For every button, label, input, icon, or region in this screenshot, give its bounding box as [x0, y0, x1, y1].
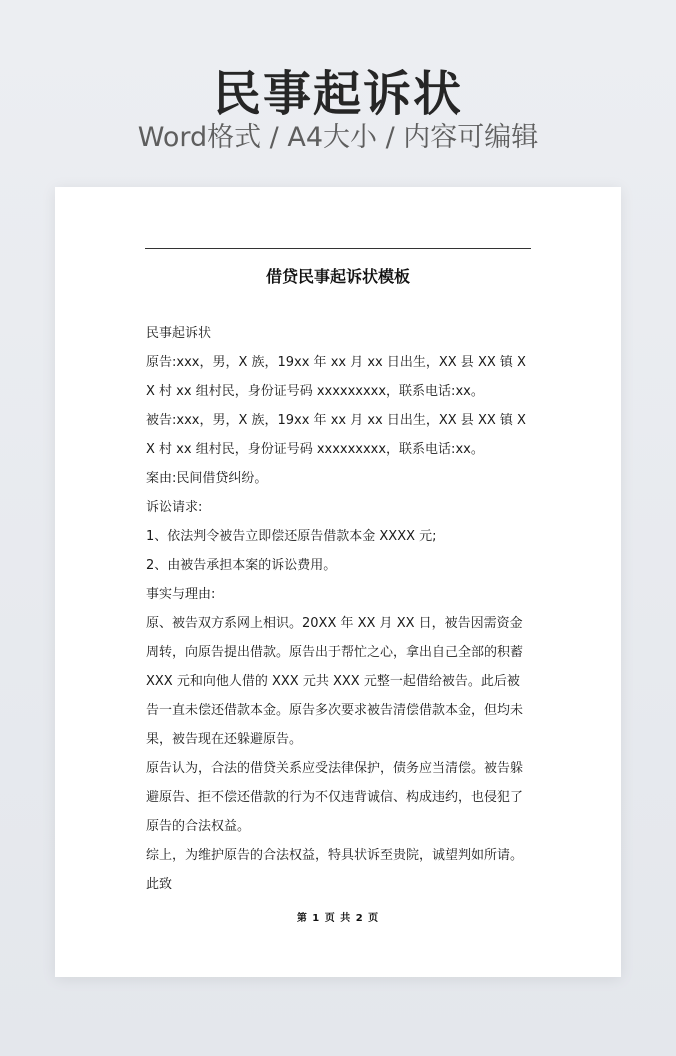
- document-title: 借贷民事起诉状模板: [265, 267, 410, 286]
- paragraph-facts: 原、被告双方系网上相识。20XX 年 XX 月 XX 日，被告因需资金周转，向原告提出借款。原告出于帮忙之心，拿出自己全部的积蓄 XXX 元和向他人借的 XXX 元共 XXX 元整一起借给被告。此后被告一直未偿还借款本金。原告多次要求被告清偿借款本金，但均未果，被告现在还躲避原告。: [146, 616, 524, 747]
- banner-title: 民事起诉状: [212, 66, 463, 122]
- paragraph-plaintiff: 原告:xxx，男，X 族，19xx 年 xx 月 xx 日出生，XX 县 XX 镇 XX 村 xx 组村民，身份证号码 xxxxxxxxx，联系电话:xx。: [146, 355, 526, 399]
- paragraph-claim-1: 1、依法判令被告立即偿还原告借款本金 XXXX 元;: [146, 529, 437, 544]
- paragraph-opinion: 原告认为，合法的借贷关系应受法律保护，债务应当清偿。被告躲避原告、拒不偿还借款的行为不仅违背诚信、构成违约，也侵犯了原告的合法权益。: [146, 761, 524, 834]
- paragraph-heading: 民事起诉状: [146, 326, 212, 341]
- document-body: [146, 319, 532, 899]
- paragraph-facts-heading: 事实与理由:: [146, 587, 216, 602]
- page-number: 第 1 页 共 2 页: [296, 913, 380, 924]
- paragraph-defendant: 被告:xxx，男，X 族，19xx 年 xx 月 xx 日出生，XX 县 XX 镇 XX 村 xx 组村民，身份证号码 xxxxxxxxx，联系电话:xx。: [146, 413, 526, 457]
- paragraph-conclusion: 综上，为维护原告的合法权益，特具状诉至贵院，诚望判如所请。: [146, 848, 524, 863]
- header-rule: [145, 248, 531, 249]
- document-page: [55, 187, 621, 977]
- paragraph-claims-heading: 诉讼请求:: [146, 500, 203, 515]
- paragraph-cause: 案由:民间借贷纠纷。: [146, 471, 268, 486]
- paragraph-closing: 此致: [146, 877, 173, 892]
- paragraph-claim-2: 2、由被告承担本案的诉讼费用。: [146, 558, 337, 573]
- banner-subtitle: Word格式 / A4大小 / 内容可编辑: [137, 122, 539, 153]
